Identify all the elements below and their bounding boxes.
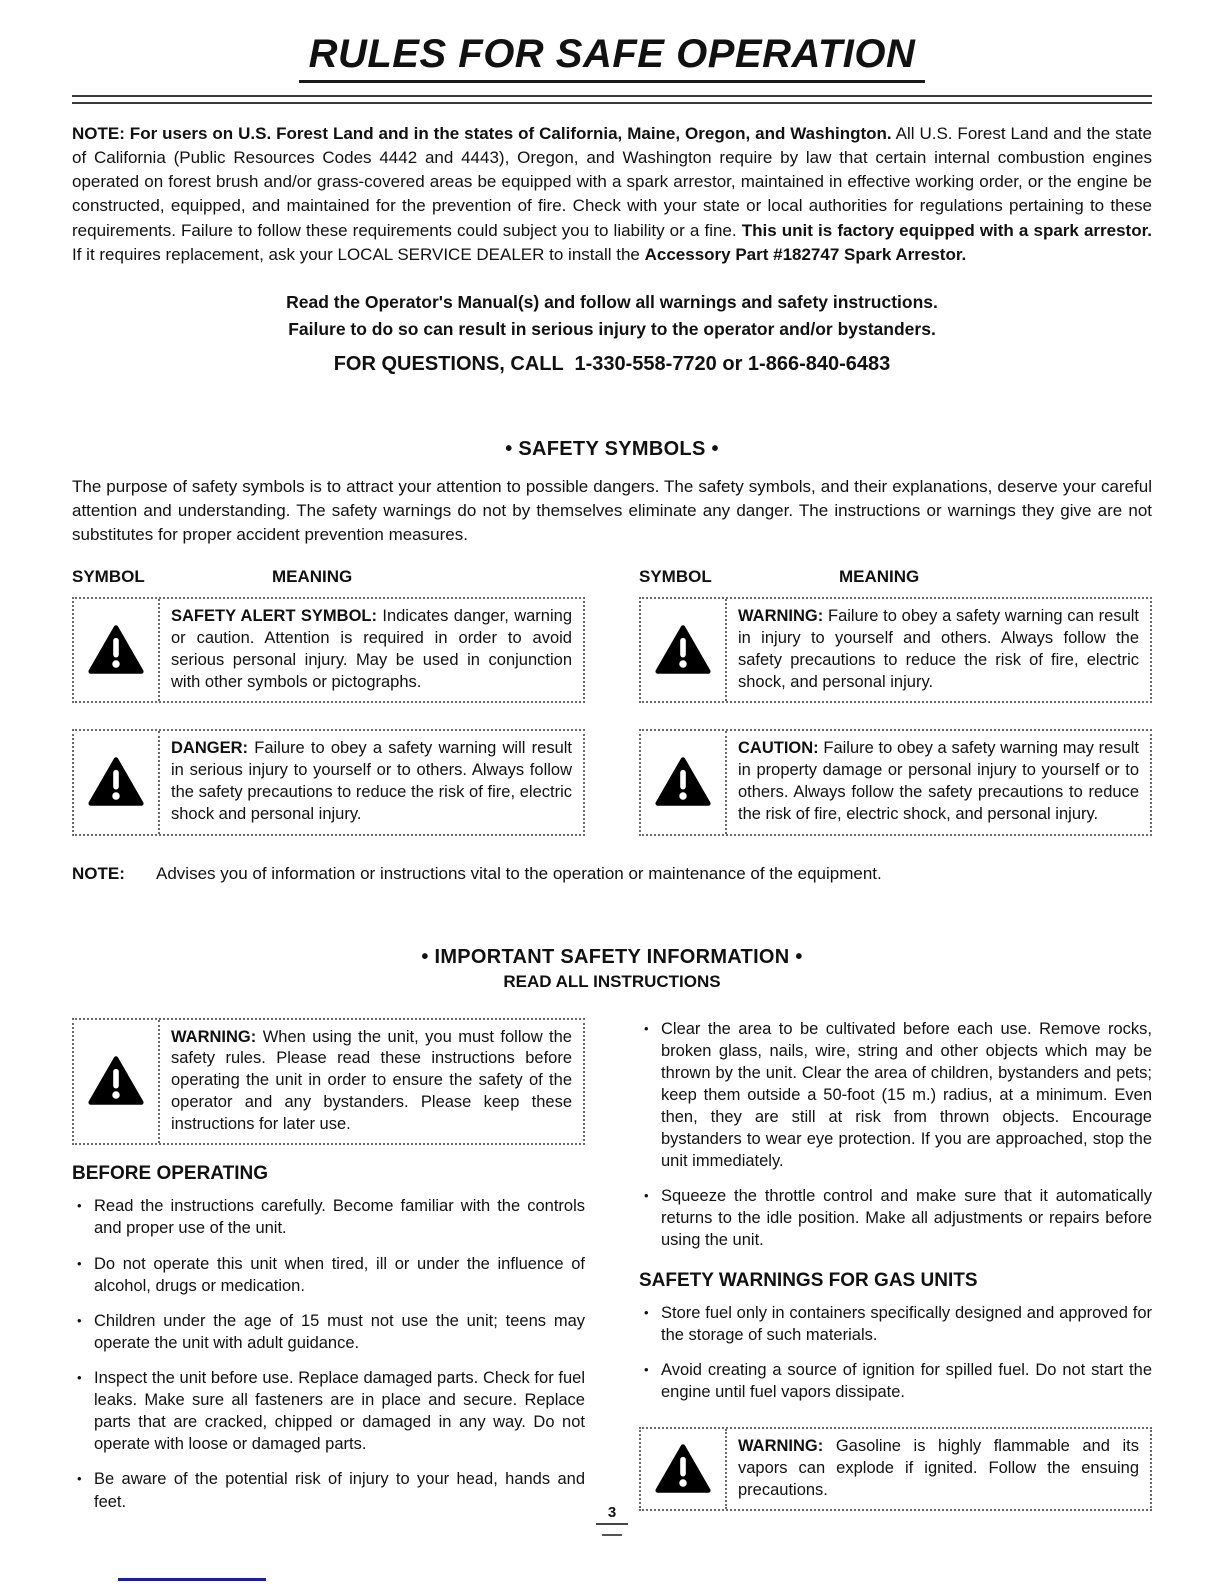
- operator-warning-box: [72, 1018, 585, 1146]
- before-operating-heading: BEFORE OPERATING: [72, 1163, 268, 1185]
- notice-bold-end: Accessory Part #182747 Spark Arrestor.: [644, 244, 967, 264]
- important-safety-right-column: [639, 1018, 1152, 1530]
- safety-alert-box: [72, 597, 585, 703]
- list-item: • Children under the age of 15 must not use the unit; teens may operate the unit with adult guidance.: [72, 1310, 585, 1354]
- symbol-column-header: SYMBOL: [639, 567, 712, 587]
- gasoline-warning-label: WARNING:: [738, 1437, 824, 1456]
- important-safety-heading: • IMPORTANT SAFETY INFORMATION •: [421, 945, 803, 968]
- operator-warning-label: WARNING:: [171, 1027, 257, 1046]
- symbol-column-header: SYMBOL: [72, 567, 145, 587]
- page-title-wrap: [72, 32, 1152, 83]
- scan-artifact-line: [118, 1578, 266, 1581]
- note-text: Advises you of information or instructions vital to the operation or maintenance of the equipment.: [156, 863, 882, 883]
- notice-bold-lead: NOTE: For users on U.S. Forest Land and in the states of California, Maine, Oregon, and Washington.: [72, 124, 892, 143]
- caution-box: [639, 729, 1152, 835]
- list-item: • Clear the area to be cultivated before each use. Remove rocks, broken glass, nails, wire, string and other objects which may be thrown by the unit. Clear the area of children, bystanders and pets; keep them outside a 50-foot (15 m.) radius, at a minimum. Even then, they are still at risk from thrown objects. Encourage bystanders to wear eye protection. If you are approached, stop the unit immediately.: [639, 1018, 1152, 1173]
- notice-line-1: Read the Operator's Manual(s) and follow all warnings and safety instructions.: [286, 291, 938, 312]
- caution-label: CAUTION:: [738, 739, 819, 758]
- operator-manual-notice: [72, 289, 1152, 380]
- safety-alert-meaning: [160, 599, 583, 701]
- operator-warning-description: When using the unit, you must follow the safety rules. Please read these instructions before operating the unit in order to ensure the safety of the operator and any bystanders. Please keep these instructions for later use.: [171, 1027, 572, 1133]
- safety-alert-description: Indicates danger, warning or caution. Attention is required in order to avoid serious personal injury. May be used in conjunction with other symbols or pictographs.: [171, 607, 572, 691]
- list-item: • Be aware of the potential risk of injury to your head, hands and feet.: [72, 1468, 585, 1512]
- safety-symbols-heading: • SAFETY SYMBOLS •: [505, 438, 719, 460]
- caution-meaning: [727, 731, 1150, 833]
- list-item: • Do not operate this unit when tired, ill or under the influence of alcohol, drugs or medication.: [72, 1253, 585, 1297]
- symbols-right-header: [639, 567, 1152, 587]
- warning-label: WARNING:: [738, 607, 824, 626]
- warning-alert-icon: [74, 1020, 160, 1144]
- note-label: NOTE:: [72, 863, 125, 883]
- danger-label: DANGER:: [171, 739, 248, 758]
- notice-bold-mid: This unit is factory equipped with a spark arrestor.: [741, 220, 1153, 240]
- gasoline-warning-box: [639, 1427, 1152, 1511]
- symbols-left-column: [72, 567, 585, 861]
- caution-alert-icon: [641, 731, 727, 833]
- meaning-column-header: MEANING: [839, 567, 920, 587]
- list-item: • Avoid creating a source of ignition for spilled fuel. Do not start the engine until fuel vapors dissipate.: [639, 1359, 1152, 1403]
- notice-line-2: Failure to do so can result in serious injury to the operator and/or bystanders.: [288, 318, 936, 339]
- gasoline-warning-text: [727, 1429, 1150, 1509]
- page-number-tick: [602, 1534, 622, 1536]
- safety-symbols-intro: The purpose of safety symbols is to attract your attention to possible dangers. The safety symbols, and their explanations, deserve your careful attention and understanding. The safety warnings do not by themselves eliminate any danger. The instructions or warnings they give are not substitutes for proper accident prevention measures.: [72, 477, 1152, 545]
- list-item: • Read the instructions carefully. Become familiar with the controls and proper use of the unit.: [72, 1195, 585, 1239]
- danger-box: [72, 729, 585, 835]
- important-safety-columns: [72, 1018, 1152, 1530]
- meaning-column-header: MEANING: [272, 567, 353, 587]
- safety-symbols-table: [72, 567, 1152, 861]
- danger-description: Failure to obey a safety warning will result in serious injury to yourself or to others. Always follow the safety precautions to reduce the risk of fire, electric shock and personal injury.: [171, 739, 572, 823]
- list-item: • Store fuel only in containers specifically designed and approved for the storage of such materials.: [639, 1302, 1152, 1346]
- warning-box: [639, 597, 1152, 703]
- notice-body-2: If it requires replacement, ask your LOCAL SERVICE DEALER to install the: [72, 244, 640, 264]
- gas-units-heading: SAFETY WARNINGS FOR GAS UNITS: [639, 1269, 978, 1291]
- symbols-left-header: [72, 567, 585, 587]
- page-footer: [0, 1504, 1224, 1536]
- notice-body-1: All U.S. Forest Land and the state of California (Public Resources Codes 4442 and 4443), Oregon, and Washington require by law that certain internal combustion engines operated on forest brush and/or grass-covered areas be equipped with a spark arrestor, maintained in effective working order, or the engine be constructed, equipped, and maintained for the prevention of fire. Check with your state or local authorities for regulations pertaining to these requirements. Failure to follow these requirements could subject you to liability or a fine.: [72, 124, 1152, 240]
- important-safety-left-column: [72, 1018, 585, 1530]
- page-number: 3: [596, 1504, 628, 1525]
- warning-meaning: [727, 599, 1150, 701]
- warning-alert-icon: [641, 599, 727, 701]
- caution-description: Failure to obey a safety warning may result in property damage or personal injury to yourself or to others. Always follow the safety precautions to reduce the risk of fire, electric shock, and personal injury.: [738, 739, 1139, 823]
- gasoline-warning-description: Gasoline is highly flammable and its vapors can explode if ignited. Follow the ensuing precautions.: [738, 1437, 1139, 1499]
- title-divider-rule: [72, 95, 1152, 104]
- list-item: • Inspect the unit before use. Replace damaged parts. Check for fuel leaks. Make sure all fasteners are in place and secure. Replace parts that are cracked, chipped or damaged in any way. Do not operate with loose or damaged parts.: [72, 1367, 585, 1455]
- questions-phone-line: FOR QUESTIONS, CALL 1-330-558-7720 or 1-866-840-6483: [333, 353, 891, 375]
- symbols-right-column: [639, 567, 1152, 861]
- operator-warning-text: [160, 1020, 583, 1144]
- read-all-instructions-subheading: READ ALL INSTRUCTIONS: [503, 971, 721, 991]
- forest-land-notice-paragraph: [72, 122, 1152, 267]
- page-title: RULES FOR SAFE OPERATION: [299, 32, 926, 83]
- warning-description: Failure to obey a safety warning can result in injury to yourself and others. Always follow the safety precautions to reduce the risk of fire, electric shock, and personal injury.: [738, 607, 1139, 691]
- danger-meaning: [160, 731, 583, 833]
- equipment-note: [72, 864, 1152, 884]
- safety-alert-label: SAFETY ALERT SYMBOL:: [171, 607, 377, 626]
- danger-alert-icon: [74, 731, 160, 833]
- list-item: • Squeeze the throttle control and make sure that it automatically returns to the idle position. Make all adjustments or repairs before using the unit.: [639, 1185, 1152, 1251]
- safety-alert-icon: [74, 599, 160, 701]
- warning-alert-icon: [641, 1429, 727, 1509]
